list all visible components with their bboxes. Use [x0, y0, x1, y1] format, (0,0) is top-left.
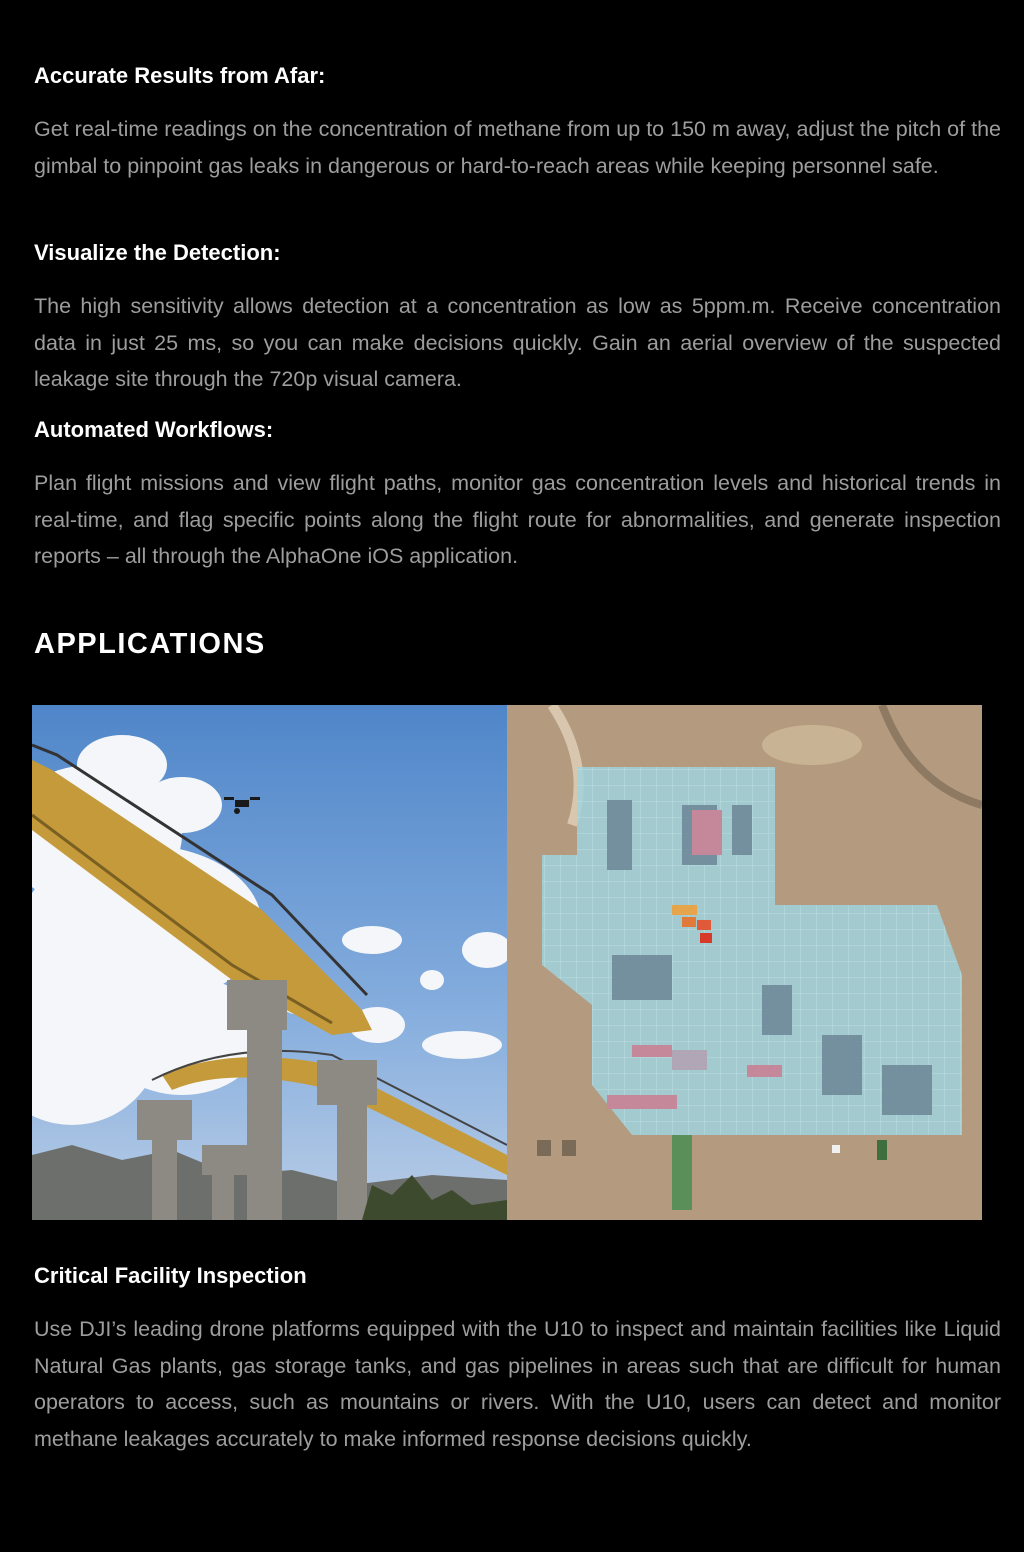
- feature-title-accurate-results: Accurate Results from Afar:: [34, 63, 326, 88]
- applications-image: [32, 705, 982, 1220]
- feature-title-visualize-detection: Visualize the Detection:: [34, 240, 281, 265]
- applications-heading: APPLICATIONS: [34, 628, 266, 660]
- feature-text-visualize-detection: The high sensitivity allows detection at a concentration as low as 5ppm.m. Receive concentration data in just 25 ms, so you can make decisions quickly. Gain an aerial overview of the suspected leakage site through the 720p visual camera.: [34, 294, 1001, 391]
- feature-text-automated-workflows: Plan flight missions and view flight paths, monitor gas concentration levels and historical trends in real-time, and flag specific points along the flight route for abnormalities, and generate inspection reports – all through the AlphaOne iOS application.: [34, 471, 1001, 568]
- application-text: Use DJI’s leading drone platforms equipped with the U10 to inspect and maintain facilities like Liquid Natural Gas plants, gas storage tanks, and gas pipelines in areas such that are difficult for human operators to access, such as mountains or rivers. With the U10, users can detect and monitor methane leakages accurately to make informed response decisions quickly.: [34, 1317, 1001, 1451]
- facility-aerial-map: [507, 705, 982, 1220]
- feature-text-accurate-results: Get real-time readings on the concentration of methane from up to 150 m away, adjust the pitch of the gimbal to pinpoint gas leaks in dangerous or hard-to-reach areas while keeping personnel safe.: [34, 117, 1001, 178]
- drone-bridge-photo: [32, 705, 512, 1220]
- feature-title-automated-workflows: Automated Workflows:: [34, 417, 274, 442]
- application-title: Critical Facility Inspection: [34, 1263, 307, 1288]
